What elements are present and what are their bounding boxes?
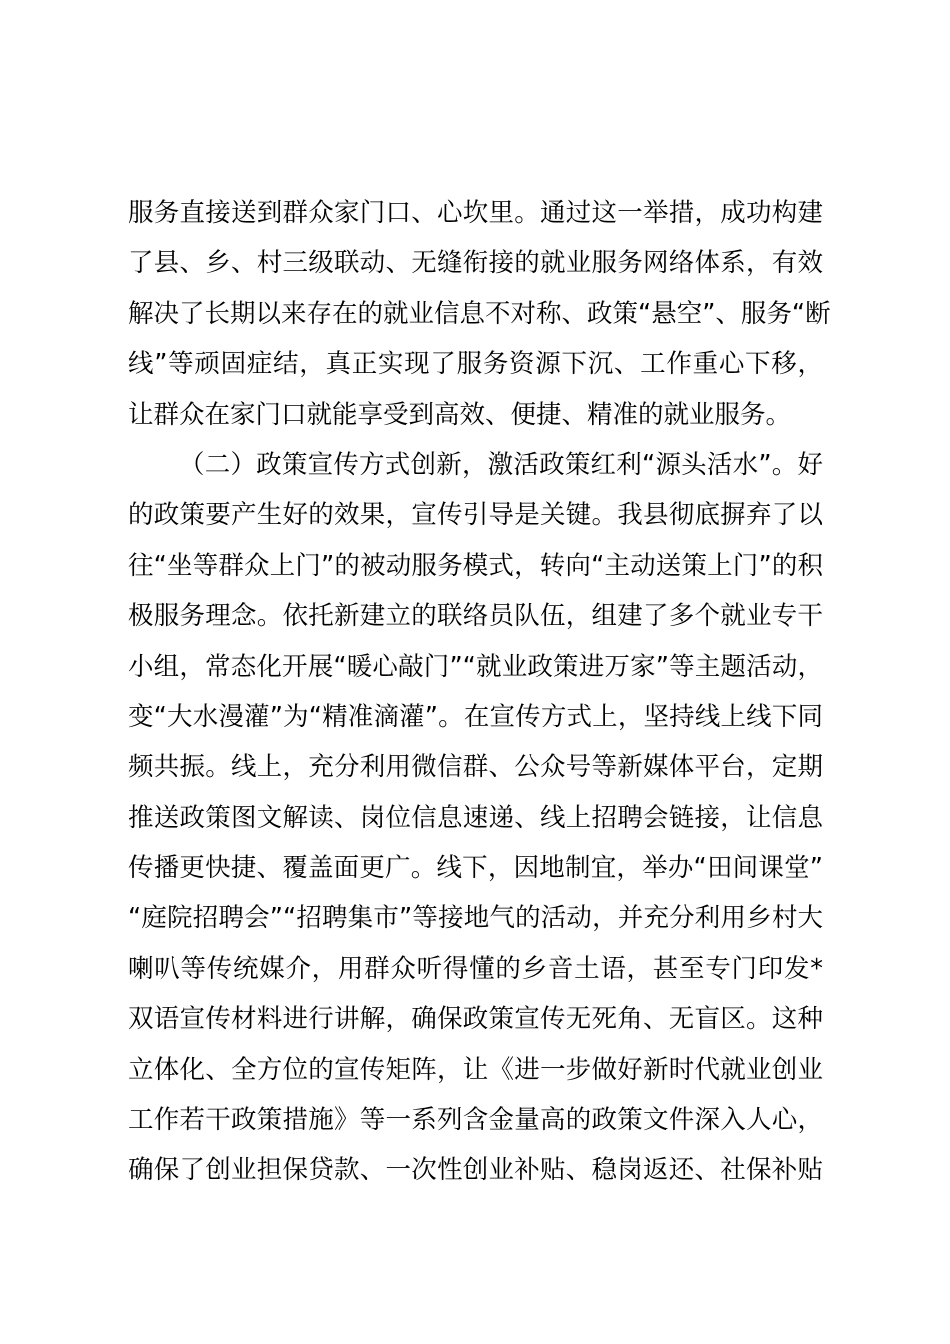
- paragraph-line: 小组，常态化开展“暖心敲门”“就业政策进万家”等主题活动，: [128, 651, 823, 682]
- paragraph-line: 让群众在家门口就能享受到高效、便捷、精准的就业服务。: [128, 399, 792, 430]
- paragraph-line: 推送政策图文解读、岗位信息速递、线上招聘会链接，让信息: [128, 802, 823, 833]
- paragraph-line: 双语宣传材料进行讲解，确保政策宣传无死角、无盲区。这种: [128, 1004, 823, 1035]
- paragraph-line: 确保了创业担保贷款、一次性创业补贴、稳岗返还、社保补贴: [128, 1155, 823, 1186]
- paragraph-line: 喇叭等传统媒介，用群众听得懂的乡音土语，甚至专门印发*: [128, 953, 823, 984]
- paragraph-line: 线”等顽固症结，真正实现了服务资源下沉、工作重心下移，: [128, 349, 823, 380]
- paragraph-line: 频共振。线上，充分利用微信群、公众号等新媒体平台，定期: [128, 752, 823, 783]
- body-text: [128, 188, 831, 1196]
- paragraph-line: 往“坐等群众上门”的被动服务模式，转向“主动送策上门”的积: [128, 550, 823, 581]
- paragraph-line: 立体化、全方位的宣传矩阵，让《进一步做好新时代就业创业: [128, 1054, 823, 1085]
- paragraph-line: 极服务理念。依托新建立的联络员队伍，组建了多个就业专干: [128, 601, 823, 632]
- paragraph-line: 变“大水漫灌”为“精准滴灌”。在宣传方式上，坚持线上线下同: [128, 701, 823, 732]
- paragraph-line: “庭院招聘会”“招聘集市”等接地气的活动，并充分利用乡村大: [128, 903, 823, 934]
- paragraph-line: 解决了长期以来存在的就业信息不对称、政策“悬空”、服务“断: [128, 298, 831, 329]
- paragraph-line: 服务直接送到群众家门口、心坎里。通过这一举措，成功构建: [128, 198, 823, 228]
- paragraph-line: 工作若干政策措施》等一系列含金量高的政策文件深入人心，: [128, 1105, 823, 1136]
- paragraph-line: 了县、乡、村三级联动、无缝衔接的就业服务网络体系，有效: [128, 248, 823, 279]
- paragraph-line: 传播更快捷、覆盖面更广。线下，因地制宜，举办“田间课堂”: [128, 853, 823, 884]
- paragraph-line: 的政策要产生好的效果，宣传引导是关键。我县彻底摒弃了以: [128, 500, 823, 531]
- section-heading-line: （二）政策宣传方式创新，激活政策红利“源头活水”。好: [179, 449, 823, 480]
